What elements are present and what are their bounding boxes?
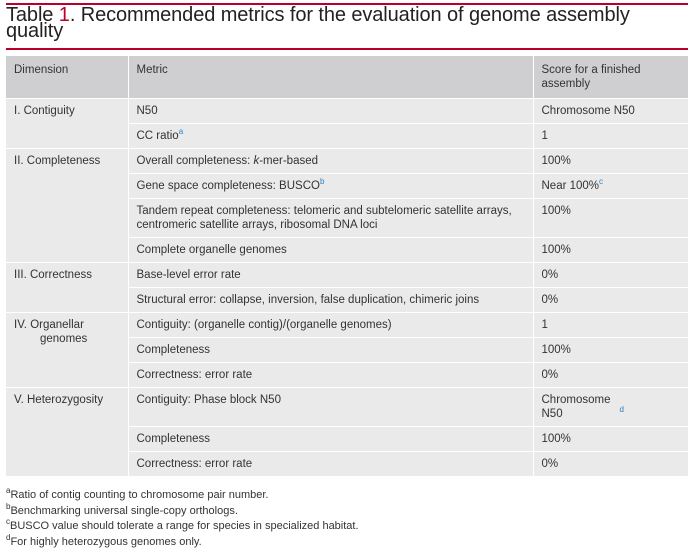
score-cell: Chromosome N50 bbox=[533, 99, 688, 124]
header-dimension: Dimension bbox=[6, 56, 128, 99]
score-cell: 100% bbox=[533, 427, 688, 452]
metric-cell: Complete organelle genomes bbox=[128, 238, 533, 263]
score-cell bbox=[533, 174, 688, 199]
metric-text: -mer-based bbox=[259, 155, 319, 167]
table-row bbox=[6, 99, 688, 124]
footnote-mark: c bbox=[599, 177, 604, 186]
score-cell: 1 bbox=[533, 313, 688, 338]
metric-cell: Base-level error rate bbox=[128, 263, 533, 288]
score-text: Chromosome N50 bbox=[541, 394, 611, 420]
footnote-a bbox=[6, 488, 688, 504]
score-cell: 0% bbox=[533, 363, 688, 388]
table-title-text: . Recommended metrics for the evaluation of genome assembly quality bbox=[6, 4, 630, 42]
table-row bbox=[6, 149, 688, 174]
footnote-mark: a bbox=[178, 127, 184, 136]
metric-cell bbox=[128, 174, 533, 199]
metric-text: Gene space completeness: BUSCO bbox=[136, 180, 320, 192]
metric-cell: Contiguity: Phase block N50 bbox=[128, 388, 533, 427]
header-metric: Metric bbox=[128, 56, 533, 99]
metric-cell: Correctness: error rate bbox=[128, 363, 533, 388]
metric-cell bbox=[128, 124, 533, 149]
footnote-text: Ratio of contig counting to chromosome pair number. bbox=[10, 489, 269, 501]
footnotes bbox=[6, 488, 688, 550]
dimension-correctness: III. Correctness bbox=[6, 263, 128, 313]
score-cell: 0% bbox=[533, 452, 688, 477]
metric-cell: Structural error: collapse, inversion, false duplication, chimeric joins bbox=[128, 288, 533, 313]
metric-cell: Contiguity: (organelle contig)/(organelle genomes) bbox=[128, 313, 533, 338]
table-row bbox=[6, 313, 688, 338]
dimension-completeness: II. Completeness bbox=[6, 149, 128, 263]
footnote-letter: b bbox=[6, 501, 11, 511]
header-score: Score for a finished assembly bbox=[533, 56, 688, 99]
dimension-heterozygosity: V. Heterozygosity bbox=[6, 388, 128, 477]
table-row bbox=[6, 263, 688, 288]
dimension-contiguity: I. Contiguity bbox=[6, 99, 128, 149]
footnote-letter: a bbox=[6, 486, 11, 495]
table-title-number: 1 bbox=[58, 4, 70, 26]
footnote-letter: d bbox=[6, 532, 11, 542]
score-cell: 0% bbox=[533, 263, 688, 288]
footnote-mark: b bbox=[319, 177, 325, 186]
score-cell: 100% bbox=[533, 199, 688, 238]
score-cell: 100% bbox=[533, 238, 688, 263]
metrics-table bbox=[6, 56, 688, 476]
metric-cell: Completeness bbox=[128, 338, 533, 363]
footnote-text: For highly heterozygous genomes only. bbox=[10, 535, 202, 548]
metric-cell bbox=[128, 149, 533, 174]
score-text: Near 100% bbox=[541, 180, 600, 192]
footnote-text: Benchmarking universal single-copy orthologs. bbox=[10, 504, 238, 517]
score-cell: 100% bbox=[533, 338, 688, 363]
footnote-d bbox=[6, 532, 688, 551]
table-header-row bbox=[6, 56, 688, 99]
dimension-organellar-line1: IV. Organellar bbox=[14, 319, 84, 331]
footnote-mark: d bbox=[619, 405, 624, 414]
metric-cell: Correctness: error rate bbox=[128, 452, 533, 477]
title-bottom-rule bbox=[6, 48, 688, 50]
footnote-letter: c bbox=[6, 517, 10, 526]
table-row bbox=[6, 388, 688, 427]
score-cell: 1 bbox=[533, 124, 688, 149]
dimension-organellar-line2: genomes bbox=[40, 333, 88, 345]
footnote-c bbox=[6, 519, 688, 535]
footnote-text: BUSCO value should tolerate a range for species in specialized habitat. bbox=[10, 520, 359, 532]
dimension-organellar bbox=[6, 313, 128, 388]
table-title-prefix: Table bbox=[6, 4, 59, 26]
metric-text: CC ratio bbox=[136, 130, 179, 142]
metric-italic: k bbox=[253, 155, 260, 167]
score-cell: 100% bbox=[533, 149, 688, 174]
metric-cell: Tandem repeat completeness: telomeric and subtelomeric satellite arrays, centromeric satellite arrays, ribosomal DNA loci bbox=[128, 199, 533, 238]
score-cell bbox=[533, 388, 688, 427]
score-cell: 0% bbox=[533, 288, 688, 313]
metric-text: Overall completeness: bbox=[136, 155, 254, 167]
table-title bbox=[6, 4, 688, 42]
metric-cell: N50 bbox=[128, 99, 533, 124]
footnote-b bbox=[6, 501, 688, 520]
metric-cell: Completeness bbox=[128, 427, 533, 452]
